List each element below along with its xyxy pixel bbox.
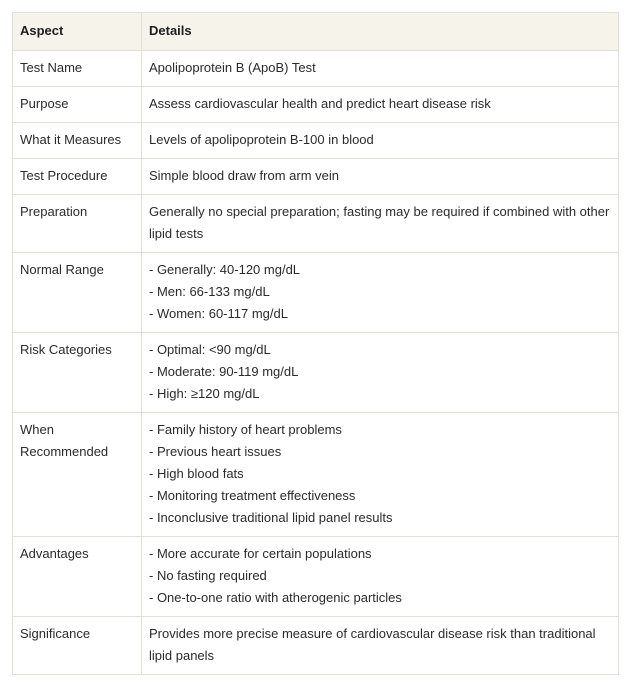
details-line: - Optimal: <90 mg/dL (149, 342, 271, 357)
details-line: Provides more precise measure of cardiovascular disease risk than traditional lipid panels (149, 626, 596, 663)
table-row (13, 253, 619, 333)
details-line: Generally no special preparation; fasting may be required if combined with other lipid tests (149, 204, 610, 241)
details-line: - Previous heart issues (149, 444, 282, 459)
details-cell (142, 537, 619, 617)
aspect-cell: What it Measures (13, 123, 142, 159)
aspect-cell: Test Procedure (13, 159, 142, 195)
details-cell (142, 87, 619, 123)
details-line: - Generally: 40-120 mg/dL (149, 262, 301, 277)
details-line: - No fasting required (149, 568, 267, 583)
aspect-cell: Risk Categories (13, 333, 142, 413)
details-cell (142, 159, 619, 195)
table-row (13, 537, 619, 617)
table-row (13, 195, 619, 253)
table-body (13, 51, 619, 675)
column-header-aspect: Aspect (13, 13, 142, 51)
details-cell (142, 253, 619, 333)
aspect-cell: Normal Range (13, 253, 142, 333)
details-line: Levels of apolipoprotein B-100 in blood (149, 132, 374, 147)
apob-info-table (12, 12, 619, 675)
details-line: Simple blood draw from arm vein (149, 168, 340, 183)
table-row (13, 51, 619, 87)
details-cell (142, 51, 619, 87)
apob-info-table-container (12, 12, 618, 675)
aspect-cell: Test Name (13, 51, 142, 87)
table-row (13, 123, 619, 159)
details-line: - High blood fats (149, 466, 244, 481)
details-line: - One-to-one ratio with atherogenic particles (149, 590, 402, 605)
aspect-cell: When Recommended (13, 413, 142, 537)
table-row (13, 87, 619, 123)
details-line: - Inconclusive traditional lipid panel results (149, 510, 393, 525)
table-header-row (13, 13, 619, 51)
table-row (13, 413, 619, 537)
details-line: Assess cardiovascular health and predict heart disease risk (149, 96, 491, 111)
details-line: - High: ≥120 mg/dL (149, 386, 260, 401)
details-line: Apolipoprotein B (ApoB) Test (149, 60, 316, 75)
column-header-details: Details (142, 13, 619, 51)
details-line: - Men: 66-133 mg/dL (149, 284, 270, 299)
aspect-cell: Purpose (13, 87, 142, 123)
details-cell (142, 617, 619, 675)
details-cell (142, 123, 619, 159)
details-cell (142, 195, 619, 253)
aspect-cell: Preparation (13, 195, 142, 253)
table-row (13, 159, 619, 195)
details-line: - Women: 60-117 mg/dL (149, 306, 288, 321)
details-line: - More accurate for certain populations (149, 546, 372, 561)
details-cell (142, 413, 619, 537)
details-cell (142, 333, 619, 413)
details-line: - Monitoring treatment effectiveness (149, 488, 356, 503)
table-row (13, 333, 619, 413)
aspect-cell: Advantages (13, 537, 142, 617)
details-line: - Family history of heart problems (149, 422, 342, 437)
aspect-cell: Significance (13, 617, 142, 675)
table-row (13, 617, 619, 675)
details-line: - Moderate: 90-119 mg/dL (149, 364, 299, 379)
